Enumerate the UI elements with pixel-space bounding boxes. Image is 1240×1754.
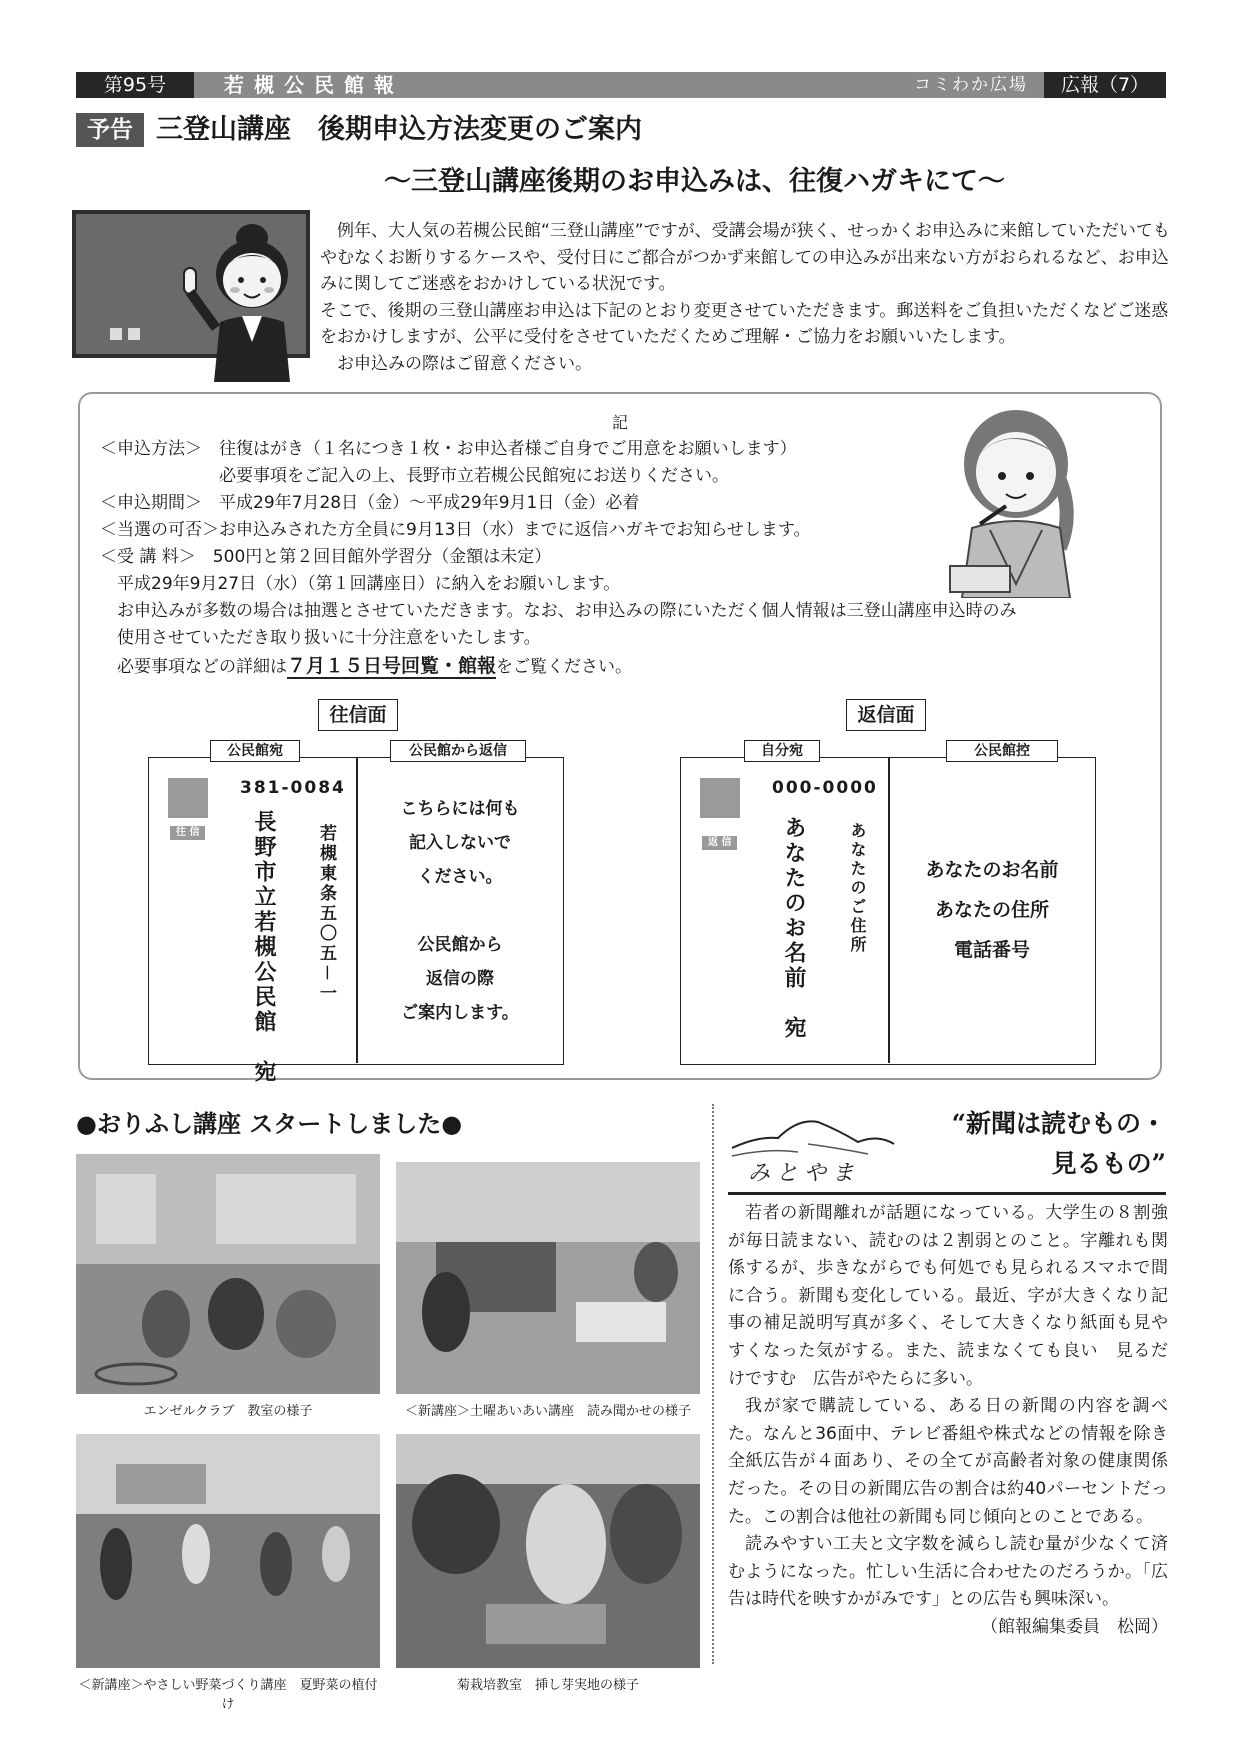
notice-tag: 予告 xyxy=(76,113,144,147)
writing-woman-illustration xyxy=(936,398,1096,598)
column-separator xyxy=(712,1104,714,1664)
detail-line: ＜申込方法＞ 往復はがき（１名につき１枚・お申込者様ご自身でご用意をお願いします） xyxy=(100,439,797,459)
logo-text: みとやま xyxy=(748,1161,861,1186)
ki-mark: 記 xyxy=(612,413,629,432)
column-rule xyxy=(728,1192,1166,1195)
intro-paragraph: お申込みの際はご留意ください。 xyxy=(320,353,592,374)
addressee-address: あなたのご住所 xyxy=(848,822,867,955)
photo-angel-club xyxy=(76,1154,380,1394)
detail-line: 平成29年9月27日（水）（第１回講座日）に納入をお願いします。 xyxy=(100,574,621,594)
detail-reference: 必要事項などの詳細は７月１５日号回覧・館報をご覧ください。 xyxy=(100,655,633,677)
paper-name: 若槻公民館報 xyxy=(224,73,404,97)
detail-line: ＜申込期間＞ 平成29年7月28日（金）～平成29年9月1日（金）必着 xyxy=(100,493,640,513)
issue-number: 第95号 xyxy=(76,72,194,98)
header-bar xyxy=(76,72,1166,98)
reply-face-label: 返信面 xyxy=(846,699,926,731)
detail-highlight: ７月１５日号回覧・館報 xyxy=(287,655,497,677)
stamp-box xyxy=(700,778,740,818)
teacher-illustration xyxy=(180,212,310,382)
column-paragraph: 若者の新聞離れが話題になっている。大学生の８割強が毎日読まない、読むのは２割弱とのこと。字離れも関係するが、歩きながらでも何処でも見られるスマホで間に合う。新聞も変化している。最近、字が大きくなり記事の補足説明写真が多く、そして大きくなり紙面も見やすくなった気がする。また、読まなくても良い 見るだけですむ 広告がやたらに多い。 xyxy=(728,1203,1168,1389)
detail-line: 必要事項をご記入の上、長野市立若槻公民館宛にお送りください。 xyxy=(100,466,729,486)
tab-reply-from-kominkan: 公民館から返信 xyxy=(390,740,526,762)
postal-code: 381-0084 xyxy=(240,778,346,798)
mitoyama-column xyxy=(728,1200,1168,1642)
photo-reading-session xyxy=(396,1162,700,1394)
detail-line: ＜受 講 料＞ 500円と第２回目館外学習分（金額は未定） xyxy=(100,547,552,567)
tab-kominkan-copy: 公民館控 xyxy=(946,740,1058,762)
column-paragraph: 我が家で購読している、ある日の新聞の内容を調べた。なんと36面中、テレビ番組や株式などの情報を除き全紙広告が４面あり、その全てが高齢者対象の健康関係だった。その日の新聞広告の割合は約40パーセントだった。この割合は他社の新聞も同じ傾向とのことである。 xyxy=(728,1396,1168,1527)
intro-paragraph: 例年、大人気の若槻公民館“三登山講座”ですが、受講会場が狭く、せっかくお申込みに来館していただいてもやむなくお断りするケースや、受付日にご都合がつかず来館しての申込みが出来ない方がおられるなど、お申込みに関してご迷惑をおかけしている状況です。 xyxy=(320,221,1170,294)
photo-caption: ＜新講座＞やさしい野菜づくり講座 夏野菜の植付け xyxy=(78,1678,378,1712)
photo-caption: ＜新講座＞土曜あいあい講座 読み聞かせの様子 xyxy=(404,1404,691,1419)
outgoing-note: こちらには何も 記入しないで ください。 公民館から 返信の際 ご案内します。 xyxy=(400,799,520,1023)
addressee-address: 若槻東条五〇五－一 xyxy=(316,824,336,1004)
addressee-name: 長野市立若槻公民館 宛 xyxy=(251,810,276,1085)
photo-caption: エンゼルクラブ 教室の様子 xyxy=(143,1404,313,1419)
column-paragraph: 読みやすい工夫と文字数を減らし読む量が少なくて済むようになった。忙しい生活に合わせたのだろうか。「広告は時代を映すかがみです」との広告も興味深い。 xyxy=(728,1534,1168,1610)
column-title: “新聞は読むもの・ 見るもの” xyxy=(951,1109,1166,1178)
postal-code: 000-0000 xyxy=(772,778,878,798)
tab-self-address: 自分宛 xyxy=(744,740,820,762)
detail-line: 使用させていただき取り扱いに十分注意をいたします。 xyxy=(100,628,541,648)
outgoing-face-label: 往信面 xyxy=(318,699,398,731)
tab-kominkan-address: 公民館宛 xyxy=(210,740,300,762)
detail-line: お申込みが多数の場合は抽選とさせていただきます。なお、お申込みの際にいただく個人情報は三登山講座申込時のみ xyxy=(100,601,1017,621)
photo-chrysanthemum-class xyxy=(396,1434,700,1668)
notice-subtitle: ～三登山講座後期のお申込みは、往復ハガキにて～ xyxy=(384,166,1005,197)
addressee-name: あなたのお名前 宛 xyxy=(781,816,806,1041)
site-name: コミわか広場 xyxy=(914,75,1028,95)
notice-title: 三登山講座 後期申込方法変更のご案内 xyxy=(156,114,642,145)
detail-line: ＜当選の可否＞お申込みされた方全員に9月13日（水）までに返信ハガキでお知らせします。 xyxy=(100,520,811,540)
stamp-label: 往 信 xyxy=(170,826,205,840)
reply-note: あなたのお名前 あなたの住所 電話番号 xyxy=(925,859,1059,961)
photo-vegetable-planting xyxy=(76,1434,380,1668)
orifushi-heading: ●おりふし講座 スタートしました● xyxy=(76,1110,463,1138)
column-signature: （館報編集委員 松岡） xyxy=(981,1616,1168,1637)
photo-caption: 菊栽培教室 挿し芽実地の様子 xyxy=(456,1678,639,1693)
page-number: 広報（7） xyxy=(1044,72,1166,98)
mitoyama-mountain-logo xyxy=(728,1108,898,1188)
stamp-box xyxy=(168,778,208,818)
intro-paragraph: そこで、後期の三登山講座お申込は下記のとおり変更させていただきます。郵送料をご負担いただくなどご迷惑をおかけしますが、公平に受付をさせていただくためご理解・ご協力をお願いいたします。 xyxy=(320,300,1169,347)
notice-intro xyxy=(320,218,1170,377)
stamp-label: 返 信 xyxy=(702,836,737,850)
